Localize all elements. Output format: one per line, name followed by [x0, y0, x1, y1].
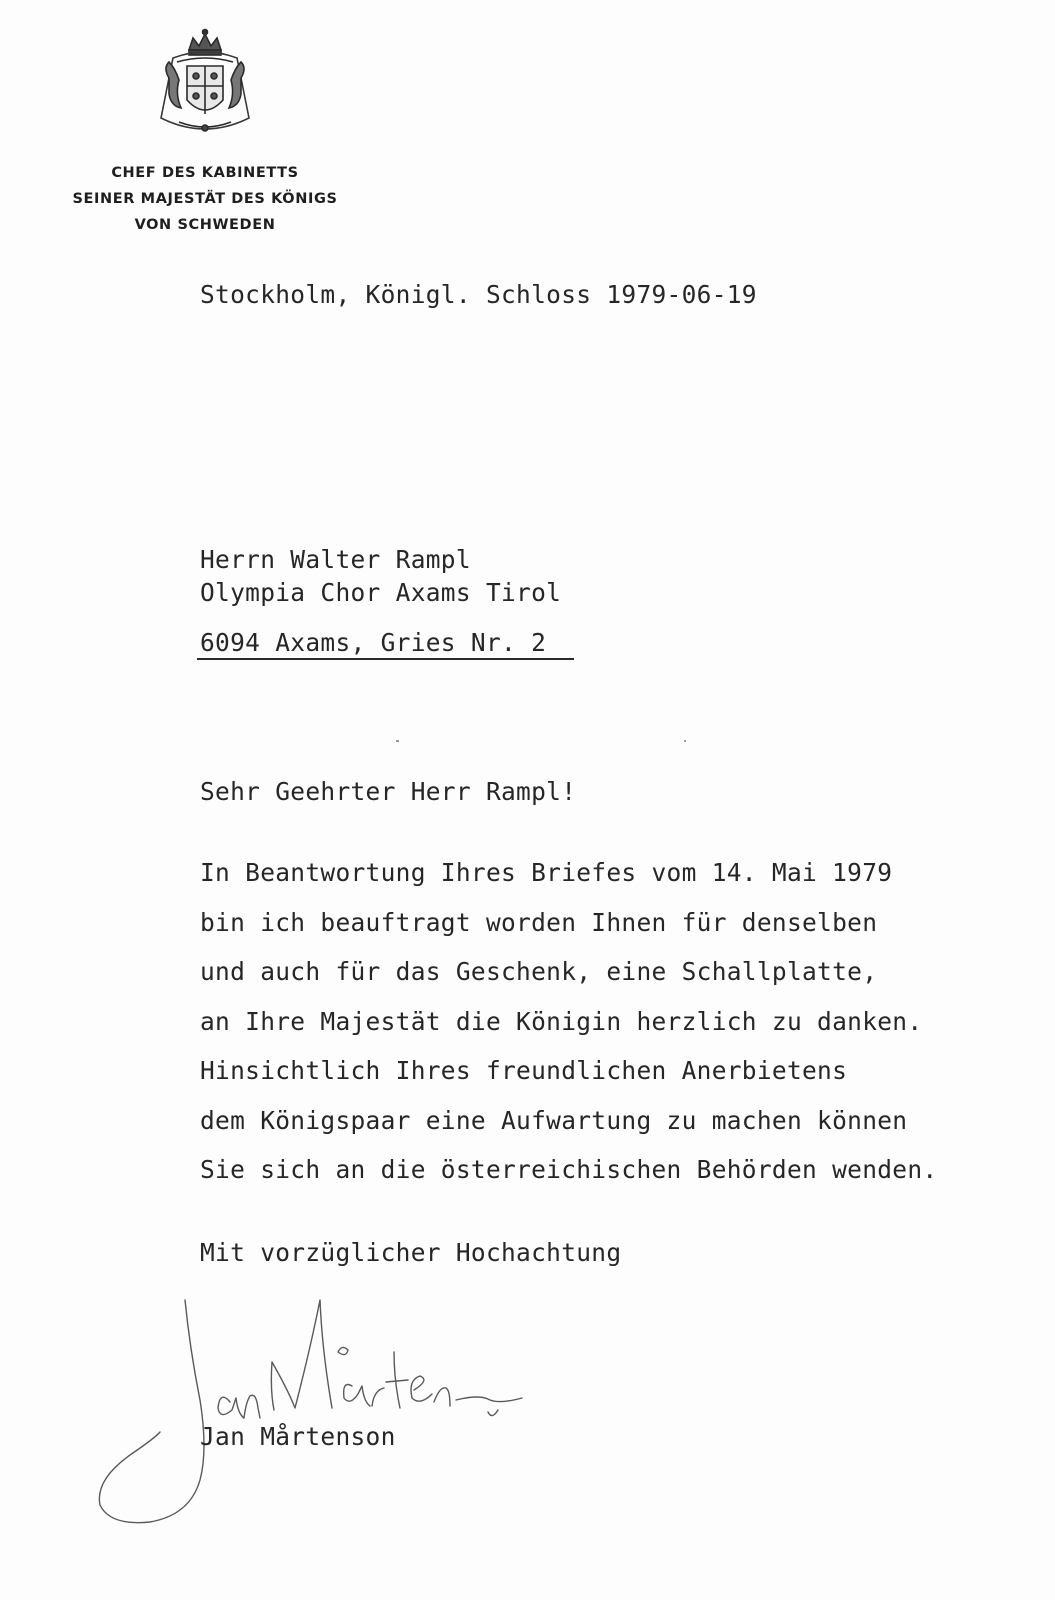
- body-line-7: Sie sich an die österreichischen Behörden wenden.: [200, 1155, 938, 1184]
- letterhead: [20, 160, 390, 238]
- paper-speck: [396, 740, 399, 742]
- body-line-6: dem Königspaar eine Aufwartung zu machen können: [200, 1105, 908, 1135]
- closing: Mit vorzüglicher Hochachtung: [200, 1238, 622, 1267]
- letter-body: [200, 858, 937, 1205]
- handwritten-signature: [90, 1290, 540, 1540]
- letterhead-line-1: CHEF DES KABINETTS: [111, 165, 299, 181]
- body-line-2: bin ich beauftragt worden Ihnen für denselben: [200, 907, 878, 937]
- body-line-3: und auch für das Geschenk, eine Schallplatte,: [200, 957, 878, 986]
- address-underline: [197, 658, 574, 660]
- body-line-5: Hinsichtlich Ihres freundlichen Anerbietens: [200, 1056, 848, 1085]
- paper-speck: [684, 740, 686, 742]
- date-line: Stockholm, Königl. Schloss 1979-06-19: [200, 280, 757, 309]
- salutation: Sehr Geehrter Herr Rampl!: [200, 777, 577, 806]
- address-line-2: Olympia Chor Axams Tirol: [200, 578, 562, 607]
- body-line-1: In Beantwortung Ihres Briefes vom 14. Mai 1979: [200, 858, 893, 887]
- letterhead-line-3: VON SCHWEDEN: [134, 217, 276, 233]
- signer-name: Jan Mårtenson: [200, 1422, 396, 1451]
- letterhead-line-2: SEINER MAJESTÄT DES KÖNIGS: [72, 191, 338, 207]
- address-line-1: Herrn Walter Rampl: [200, 545, 471, 574]
- address-line-3: 6094 Axams, Gries Nr. 2: [200, 628, 547, 657]
- body-line-4: an Ihre Majestät die Königin herzlich zu danken.: [200, 1006, 923, 1036]
- royal-crest-icon: [145, 28, 265, 143]
